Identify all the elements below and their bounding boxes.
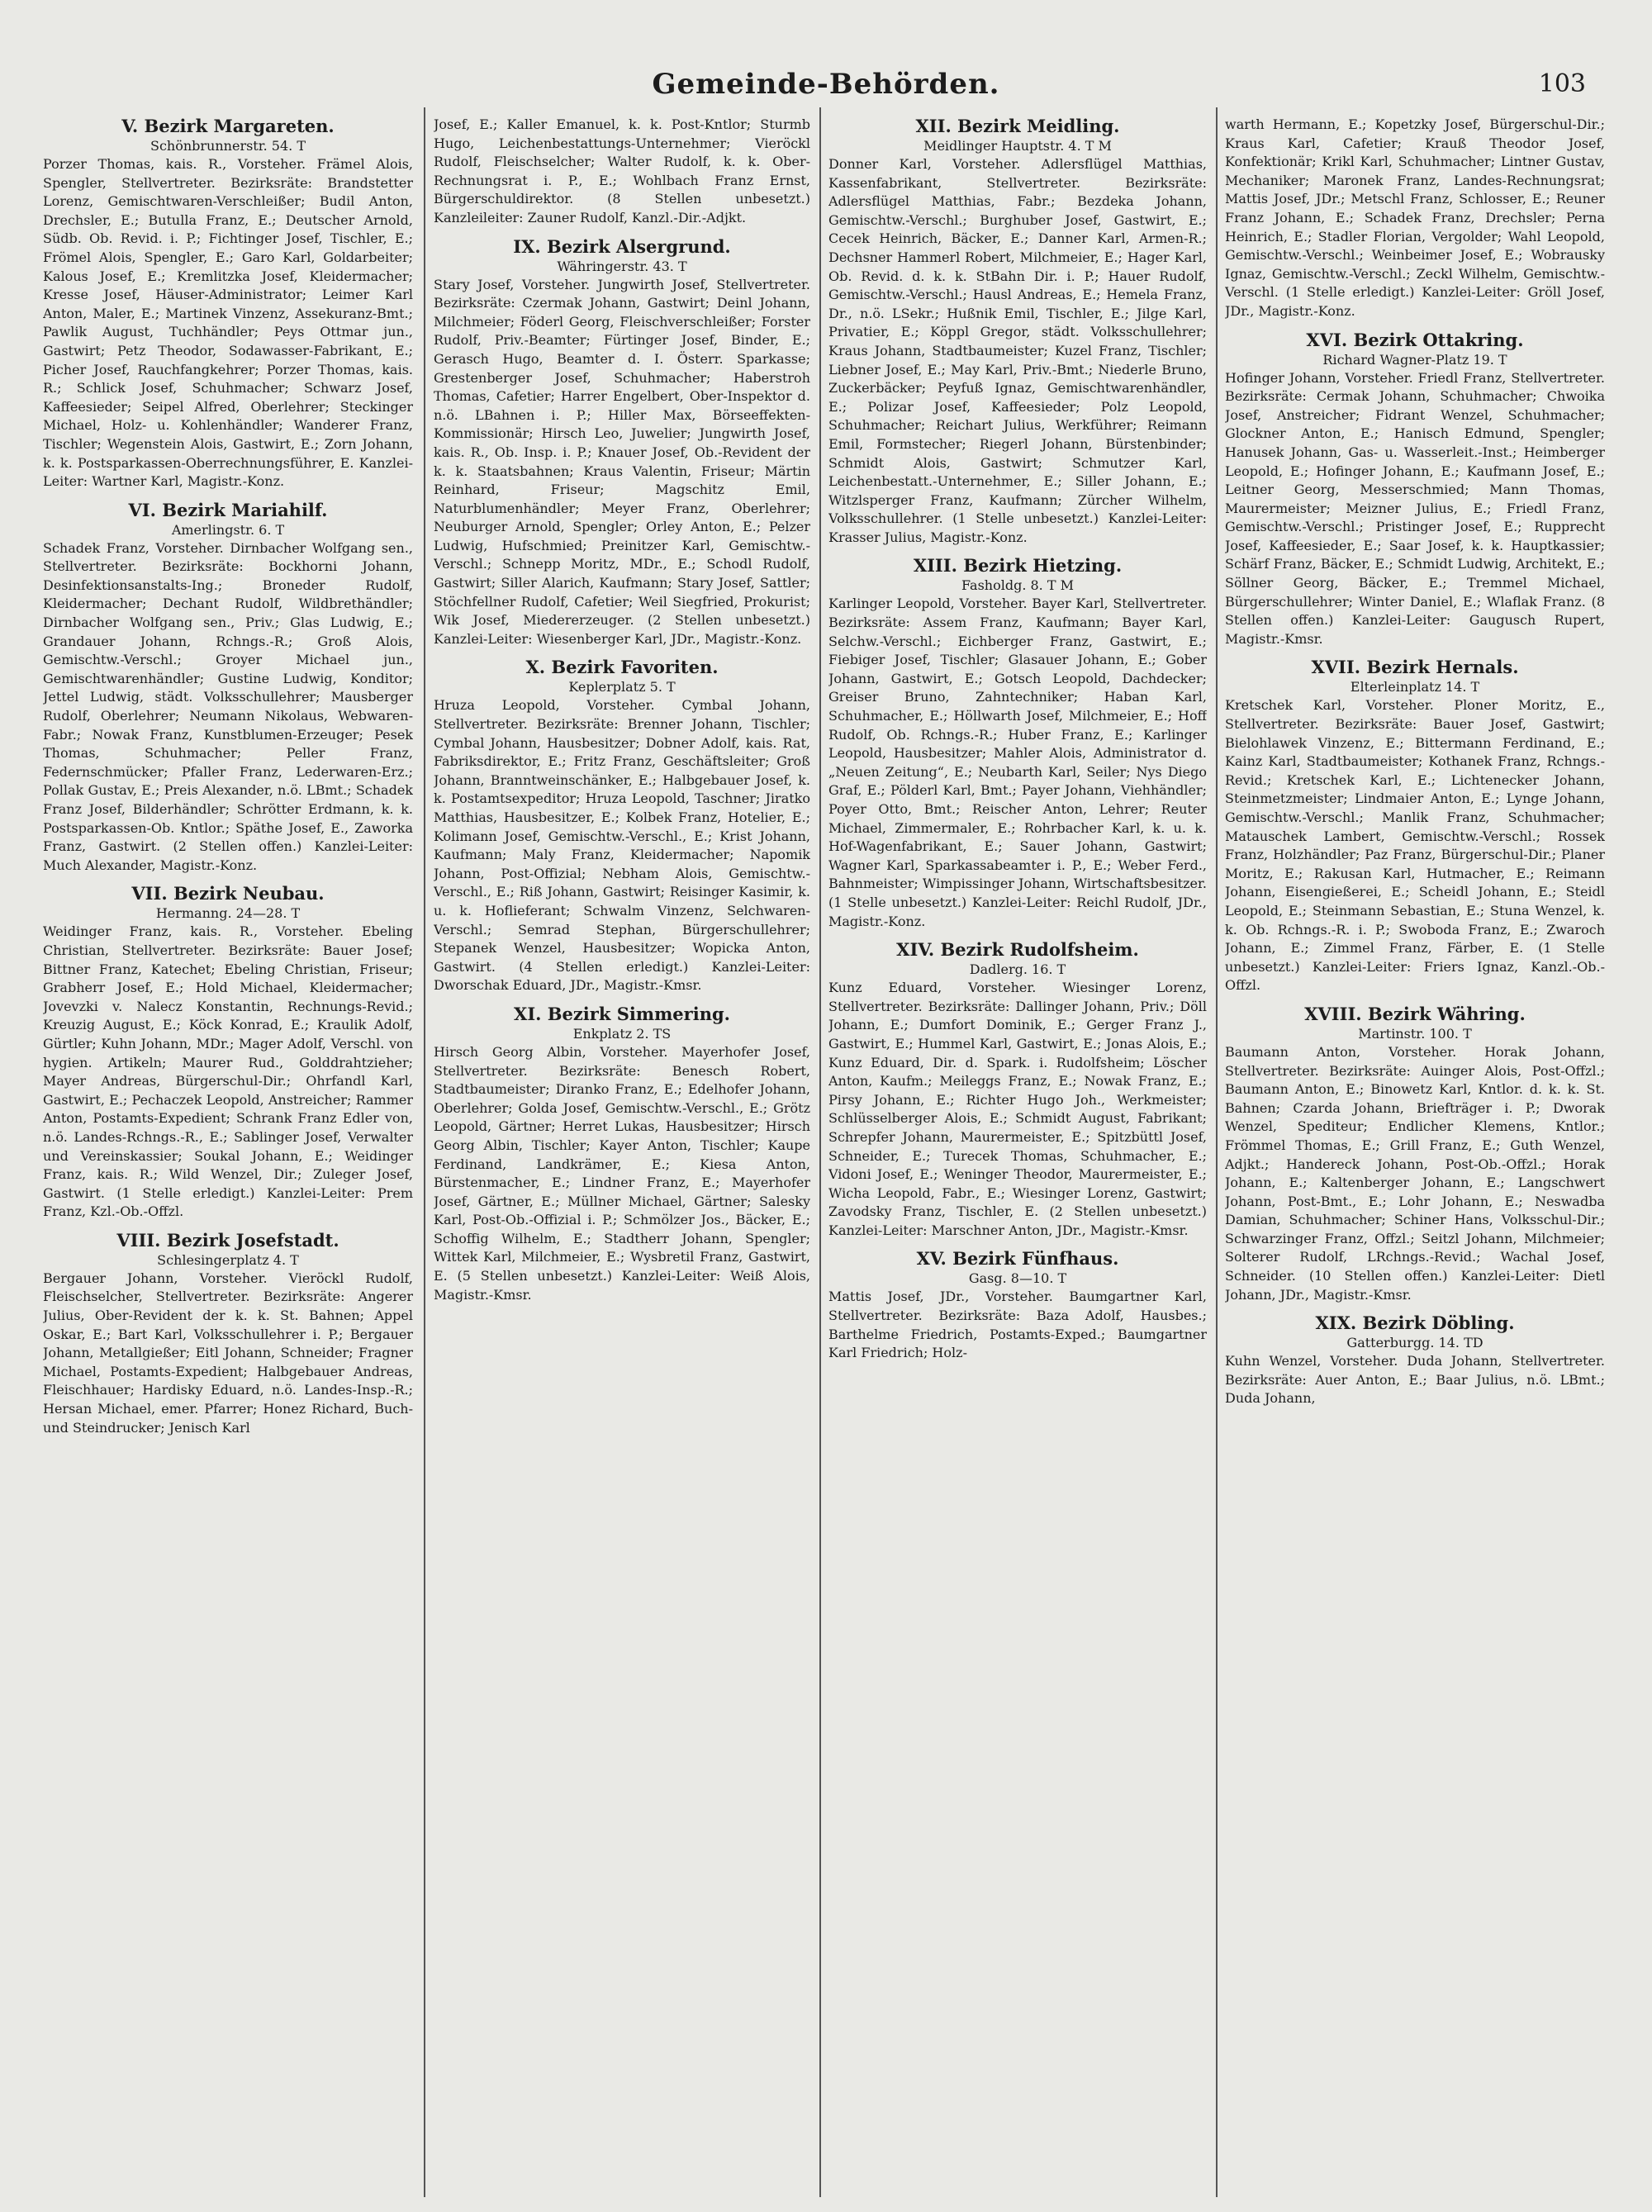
district-entry [828, 555, 1207, 931]
district-address: Schönbrunnerstr. 54. T [150, 138, 306, 154]
text-column-4 [1225, 116, 1605, 2189]
district-address: Martinstr. 100. T [1358, 1025, 1472, 1042]
district-body: Bergauer Johann, Vorsteher. Vieröckl Rudolf, Fleischselcher, Stellvertreter. Bezirksräte: Angerer Julius, Ober-Revident der k. k. St. Bahnen; Appel Oskar, E.; Bart Karl, Volksschullehrer i. P.; Bergauer Johann, Metallgießer; Eitl Johann, Schneider; Fragner Michael, Postamts-Expedient; Halbgebauer Andreas, Fleischhauer; Hardisky Eduard, n.ö. Landes-Insp.-R.; Hersan Michael, emer. Pfarrer; Honez Richard, Buch- und Steindrucker; Jenisch Karl [43, 1270, 413, 1436]
district-body: Schadek Franz, Vorsteher. Dirnbacher Wolfgang sen., Stellvertreter. Bezirksräte: Bockhorni Johann, Desinfektionsanstalts-Ing.; Broneder Rudolf, Kleidermacher; Dechant Rudolf, Wildbrethändler; Dirnbacher Wolfgang sen., Priv.; Glas Ludwig, E.; Grandauer Johann, Rchngs.-R.; Groß Alois, Gemischtw.-Verschl.; Groyer Michael jun., Gemischtwarenhändler; Gustine Ludwig, Konditor; Jettel Ludwig, städt. Volksschullehrer; Mausberger Rudolf, Oberlehrer; Neumann Nikolaus, Webwaren-Fabr.; Nowak Franz, Kunstblumen-Erzeuger; Pesek Thomas, Schuhmacher; Peller Franz, Federnschmücker; Pfaller Franz, Lederwaren-Erz.; Pollak Gustav, E.; Preis Alexander, n.ö. LBmt.; Schadek Franz Josef, Bilderhändler; Schrötter Erdmann, k. k. Postsparkassen-Ob. Kntlor.; Späthe Josef, E., Zaworka Franz, Gastwirt. (2 Stellen offen.) Kanzlei-Leiter: Much Alexander, Magistr.-Konz. [43, 539, 413, 873]
district-title: V. Bezirk Margareten. [121, 116, 335, 136]
district-body: Kuhn Wenzel, Vorsteher. Duda Johann, Stellvertreter. Bezirksräte: Auer Anton, E.; Baar Julius, n.ö. LBmt.; Duda Johann, [1225, 1353, 1605, 1407]
district-body: Baumann Anton, Vorsteher. Horak Johann, Stellvertreter. Bezirksräte: Auinger Alois, Post-Offzl.; Baumann Anton, E.; Binowetz Karl, Kntlor. d. k. k. St. Bahnen; Czarda Johann, Briefträger i. P.; Dworak Wenzel, Spediteur; Endlicher Klemens, Kntlor.; Frömmel Thomas, E.; Grill Franz, E.; Guth Wenzel, Adjkt.; Handereck Johann, Post-Ob.-Offzl.; Horak Johann, E.; Kaltenberger Johann, E.; Langschwert Johann, Post-Bmt., E.; Lohr Johann, E.; Neswadba Damian, Schuhmacher; Schiner Hans, Volksschul-Dir.; Schwarzinger Franz, Offzl.; Seitzl Johann, Milchmeier; Solterer Rudolf, LRchngs.-Revid.; Wachal Josef, Schneider. (10 Stellen offen.) Kanzlei-Leiter: Dietl Johann, JDr., Magistr.-Kmsr. [1225, 1043, 1605, 1303]
district-title: VI. Bezirk Mariahilf. [128, 499, 328, 520]
district-title: XIV. Bezirk Rudolfsheim. [896, 939, 1139, 961]
district-address: Fasholdg. 8. T M [961, 577, 1074, 594]
column-rule [1216, 107, 1218, 2197]
district-entry [43, 883, 413, 1222]
district-entry [43, 500, 413, 876]
text-column-3 [828, 116, 1207, 2189]
district-entry [1225, 330, 1605, 649]
district-address: Amerlingstr. 6. T [171, 521, 285, 538]
district-address: Hermanng. 24—28. T [155, 905, 301, 922]
text-column-1 [43, 116, 413, 2189]
district-title: XII. Bezirk Meidling. [915, 116, 1120, 136]
district-body: Hruza Leopold, Vorsteher. Cymbal Johann, Stellvertreter. Bezirksräte: Brenner Johann, Tischler; Cymbal Johann, Hausbesitzer; Dobner Adolf, kais. Rat, Fabriksdirektor, E.; Fritz Franz, Geschäftsleiter; Groß Johann, Branntweinschänker, E.; Halbgebauer Josef, k. k. Postamtsexpeditor; Hruza Leopold, Taschner; Jiratko Matthias, Hausbesitzer, E.; Kolbek Franz, Hotelier, E.; Kolimann Josef, Gemischtw.-Verschl., E.; Krist Johann, Kaufmann; Maly Franz, Kleidermacher; Napomik Johann, Post-Offizial; Nebham Alois, Gemischtw.-Verschl., E.; Riß Johann, Gastwirt; Reisinger Kasimir, k. u. k. Hoflieferant; Schwalm Vinzenz, Selchwaren-Verschl.; Semrad Stephan, Bürgerschullehrer; Stepanek Wenzel, Hausbesitzer; Wopicka Anton, Gastwirt. (4 Stellen erledigt.) Kanzlei-Leiter: Dworschak Eduard, JDr., Magistr.-Kmsr. [434, 697, 810, 994]
district-entry [1225, 657, 1605, 995]
district-body: Josef, E.; Kaller Emanuel, k. k. Post-Kntlor; Sturmb Hugo, Leichenbestattungs-Unternehmer; Vieröckl Rudolf, Fleischselcher; Walter Rudolf, k. k. Ober-Rechnungsrat i. P., E.; Wohlbach Franz Ernst, Bürgerschuldirektor. (8 Stellen unbesetzt.) Kanzleileiter: Zauner Rudolf, Kanzl.-Dir.-Adjkt. [434, 116, 810, 225]
district-body: Porzer Thomas, kais. R., Vorsteher. Främel Alois, Spengler, Stellvertreter. Bezirksräte: Brandstetter Lorenz, Gemischtwaren-Verschleißer; Budil Anton, Drechsler, E.; Butulla Franz, E.; Deutscher Arnold, Südb. Ob. Revid. i. P.; Fichtinger Josef, Tischler, E.; Frömel Alois, Spengler, E.; Garo Karl, Goldarbeiter; Kalous Josef, E.; Kremlitzka Josef, Kleidermacher; Kresse Josef, Häuser-Administrator; Leimer Karl Anton, Maler, E.; Martinek Vinzenz, Assekuranz-Bmt.; Pawlik August, Tuchhändler; Peys Ottmar jun., Gastwirt; Petz Theodor, Sodawasser-Fabrikant, E.; Picher Josef, Rauchfangkehrer; Porzer Thomas, kais. R.; Schlick Josef, Schuhmacher; Schwarz Josef, Kaffeesieder; Seipel Alfred, Oberlehrer; Steckinger Michael, Holz- u. Kohlenhändler; Wanderer Franz, Tischler; Wegenstein Alois, Gastwirt, E.; Zorn Johann, k. k. Postsparkassen-Oberrechnungsführer, E. Kanzlei-Leiter: Wartner Karl, Magistr.-Konz. [43, 156, 413, 490]
district-entry [434, 236, 810, 649]
district-address: Elterleinplatz 14. T [1350, 679, 1480, 695]
column-rule [424, 107, 425, 2197]
district-body: Stary Josef, Vorsteher. Jungwirth Josef, Stellvertreter. Bezirksräte: Czermak Johann, Gastwirt; Deinl Johann, Milchmeier; Föderl Georg, Fleischverschleißer; Forster Rudolf, Priv.-Beamter; Fürtinger Josef, Binder, E.; Gerasch Hugo, Beamter d. I. Österr. Sparkasse; Grestenberger Josef, Schuhmacher; Haberstroh Thomas, Cafetier; Harrer Engelbert, Ober-Inspektor d. n.ö. LBahnen i. P.; Hiller Max, Börseeffekten-Kommissionär; Hirsch Leo, Juwelier; Jungwirth Josef, kais. R., Ob. Insp. i. P.; Knauer Josef, Ob.-Revident der k. k. Staatsbahnen; Kraus Valentin, Friseur; Märtin Reinhard, Friseur; Magschitz Emil, Naturblumenhändler; Meyer Franz, Oberlehrer; Neuburger Arnold, Spengler; Orley Anton, E.; Pelzer Ludwig, Hufschmied; Preinitzer Karl, Gemischtw.-Verschl.; Schnepp Moritz, MDr., E.; Schodl Rudolf, Gastwirt; Siller Alarich, Kaufmann; Stary Josef, Sattler; Stöchfellner Rudolf, Cafetier; Weil Siegfried, Prokurist; Wik Josef, Miedererzeuger. (2 Stellen unbesetzt.) Kanzlei-Leiter: Wiesenberger Karl, JDr., Magistr.-Konz. [434, 276, 810, 647]
district-title: XIX. Bezirk Döbling. [1315, 1312, 1515, 1334]
page-number: 103 [1538, 69, 1586, 98]
district-entry [434, 657, 810, 995]
district-body: Hofinger Johann, Vorsteher. Friedl Franz, Stellvertreter. Bezirksräte: Cermak Johann, Schuhmacher; Chwoika Josef, Anstreicher; Fidrant Wenzel, Schuhmacher; Glockner Anton, E.; Hanisch Edmund, Spengler; Hanusek Johann, Gas- u. Wasserleit.-Inst.; Heimberger Leopold, E.; Hofinger Johann, E.; Kaufmann Josef, E.; Leitner Georg, Messerschmied; Mann Thomas, Maurermeister; Meizner Julius, E.; Friedl Franz, Gemischtw.-Verschl.; Pristinger Josef, E.; Rupprecht Josef, Kaffeesieder, E.; Saar Josef, k. k. Hauptkassier; Schärf Franz, Bäcker, E.; Schmidt Ludwig, Architekt, E.; Söllner Georg, Bäcker, E.; Tremmel Michael, Bürgerschullehrer; Winter Daniel, E.; Wlaflak Franz. (8 Stellen offen.) Kanzlei-Leiter: Gaugusch Rupert, Magistr.-Kmsr. [1225, 369, 1605, 647]
district-entry [434, 116, 810, 228]
district-entry [434, 1004, 810, 1304]
district-body: Kretschek Karl, Vorsteher. Ploner Moritz, E., Stellvertreter. Bezirksräte: Bauer Josef, Gastwirt; Bielohlawek Vinzenz, E.; Bittermann Ferdinand, E.; Kainz Karl, Stadtbaumeister; Kothanek Franz, Rchngs.-Revid.; Kretschek Karl, E.; Lichtenecker Johann, Steinmetzmeister; Lindmaier Anton, E.; Lynge Johann, Gemischtw.-Verschl.; Manlik Franz, Schuhmacher; Matauschek Lambert, Gemischtw.-Verschl.; Rossek Franz, Holzhändler; Paz Franz, Bürgerschul-Dir.; Planer Moritz, E.; Rakusan Karl, Hutmacher, E.; Reimann Johann, Eisengießerei, E.; Scheidl Johann, E.; Steidl Leopold, E.; Steinmann Sebastian, E.; Stuna Wenzel, k. k. Ob. Rchngs.-R. i. P.; Swoboda Franz, E.; Zwaroch Johann, E.; Zimmel Franz, Färber, E. (1 Stelle unbesetzt.) Kanzlei-Leiter: Friers Ignaz, Kanzl.-Ob.-Offzl. [1225, 697, 1605, 994]
district-title: XVII. Bezirk Hernals. [1311, 657, 1519, 678]
district-body: Karlinger Leopold, Vorsteher. Bayer Karl, Stellvertreter. Bezirksräte: Assem Franz, Kaufmann; Bayer Karl, Selchw.-Verschl.; Eichberger Franz, Gastwirt, E.; Fiebiger Josef, Tischler; Glasauer Johann, E.; Gober Johann, Gastwirt, E.; Gotsch Leopold, Dachdecker; Greiser Bruno, Zahntechniker; Haban Karl, Schuhmacher, E.; Höllwarth Josef, Milchmeier, E.; Hoff Rudolf, Ob. Rchngs.-R.; Huber Franz, E.; Karlinger Leopold, Hausbesitzer; Mahler Alois, Administrator d. „Neuen Zeitung“, E.; Neubarth Karl, Seiler; Nys Diego Graf, E.; Pölderl Karl, Bmt.; Payer Johann, Viehhändler; Poyer Otto, Bmt.; Reischer Anton, Lehrer; Reuter Michael, Zimmermaler, E.; Rohrbacher Karl, k. u. k. Hof-Wagenfabrikant, E.; Sauer Johann, Gastwirt; Wagner Karl, Sparkassabeamter i. P., E.; Weber Ferd., Bahnmeister; Wimpissinger Johann, Wirtschaftsbesitzer. (1 Stelle unbesetzt.) Kanzlei-Leiter: Reichl Rudolf, JDr., Magistr.-Konz. [828, 596, 1207, 929]
district-entry [1225, 1312, 1605, 1408]
district-entry [43, 116, 413, 491]
district-entry [43, 1230, 413, 1437]
district-address: Richard Wagner-Platz 19. T [1322, 351, 1507, 368]
text-column-2 [434, 116, 810, 2189]
district-body: Mattis Josef, JDr., Vorsteher. Baumgartner Karl, Stellvertreter. Bezirksräte: Baza Adolf, Hausbes.; Barthelme Friedrich, Postamts-Exped.; Baumgartner Karl Friedrich; Holz- [828, 1289, 1207, 1361]
district-address: Gasg. 8—10. T [968, 1270, 1067, 1287]
district-entry [1225, 116, 1605, 321]
district-address: Enkplatz 2. TS [572, 1025, 672, 1042]
district-entry [828, 1248, 1207, 1362]
district-address: Meidlinger Hauptstr. 4. T M [923, 138, 1112, 154]
page-title: Gemeinde-Behörden. [652, 68, 1000, 101]
district-body: Hirsch Georg Albin, Vorsteher. Mayerhofer Josef, Stellvertreter. Bezirksräte: Benesch Robert, Stadtbaumeister; Diranko Franz, E.; Edelhofer Johann, Oberlehrer; Golda Josef, Gemischtw.-Verschl., E.; Grötz Leopold, Gärtner; Herret Lukas, Hausbesitzer; Hirsch Georg Albin, Tischler; Kayer Anton, Tischler; Kaupe Ferdinand, Landkrämer, E.; Kiesa Anton, Bürstenmacher, E.; Lindner Franz, E.; Mayerhofer Josef, Gärtner, E.; Müllner Michael, Gärtner; Salesky Karl, Post-Ob.-Offizial i. P.; Schmölzer Jos., Bäcker, E.; Schoffig Wilhelm, E.; Stadtherr Johann, Spengler; Wittek Karl, Milchmeier, E.; Wysbretil Franz, Gastwirt, E. (5 Stellen unbesetzt.) Kanzlei-Leiter: Weiß Alois, Magistr.-Kmsr. [434, 1043, 810, 1303]
district-address: Keplerplatz 5. T [568, 679, 676, 695]
district-title: VII. Bezirk Neubau. [131, 883, 325, 904]
district-body: Kunz Eduard, Vorsteher. Wiesinger Lorenz, Stellvertreter. Bezirksräte: Dallinger Johann, Priv.; Döll Johann, E.; Dumfort Dominik, E.; Gerger Franz J., Gastwirt, E.; Hummel Karl, Gastwirt, E.; Jonas Alois, E.; Kunz Eduard, Dir. d. Spark. i. Rudolfsheim; Löscher Anton, Kaufm.; Meileggs Franz, E.; Nowak Franz, E.; Pirsy Johann, E.; Richter Hugo Joh., Werkmeister; Schlüsselberger Alois, E.; Schmidt August, Fabrikant; Schrepfer Johann, Maurermeister, E.; Spitzbüttl Josef, Schneider, E.; Turecek Thomas, Schuhmacher, E.; Vidoni Josef, E.; Weninger Theodor, Maurermeister, E.; Wicha Leopold, Fabr., E.; Wiesinger Lorenz, Gastwirt; Zavodsky Franz, Tischler, E. (2 Stellen unbesetzt.) Kanzlei-Leiter: Marschner Anton, JDr., Magistr.-Kmsr. [828, 980, 1207, 1238]
district-title: VIII. Bezirk Josefstadt. [116, 1229, 339, 1251]
district-address: Gatterburgg. 14. TD [1346, 1335, 1483, 1351]
district-entry [1225, 1004, 1605, 1304]
district-address: Dadlerg. 16. T [969, 961, 1066, 978]
district-body: Weidinger Franz, kais. R., Vorsteher. Ebeling Christian, Stellvertreter. Bezirksräte: Bauer Josef; Bittner Franz, Katechet; Ebeling Christian, Friseur; Grabherr Josef, E.; Hold Michael, Kleidermacher; Jovevzki v. Nalecz Konstantin, Rechnungs-Revid.; Kreuzig August, E.; Köck Konrad, E.; Kraulik Adolf, Gürtler; Kuhn Johann, MDr.; Mager Adolf, Verschl. von hygien. Artikeln; Maurer Rud., Golddrahtzieher; Mayer Andreas, Bürgerschul-Dir.; Ohrfandl Karl, Gastwirt, E.; Pechaczek Leopold, Anstreicher; Rammer Anton, Postamts-Expedient; Schrank Franz Edler von, n.ö. Landes-Rchngs.-R., E.; Sablinger Josef, Verwalter und Vereinskassier; Soukal Johann, E.; Weidinger Franz, kais. R.; Wild Wenzel, Dir.; Zuleger Josef, Gastwirt. (1 Stelle erledigt.) Kanzlei-Leiter: Prem Franz, Kzl.-Ob.-Offzl. [43, 923, 413, 1220]
district-address: Währingerstr. 43. T [557, 258, 687, 274]
district-title: XVIII. Bezirk Währing. [1304, 1003, 1526, 1024]
district-title: XI. Bezirk Simmering. [514, 1003, 730, 1024]
district-title: XVI. Bezirk Ottakring. [1306, 329, 1524, 350]
district-title: X. Bezirk Favoriten. [525, 657, 719, 678]
district-title: XV. Bezirk Fünfhaus. [916, 1248, 1119, 1270]
district-body: warth Hermann, E.; Kopetzky Josef, Bürgerschul-Dir.; Kraus Karl, Cafetier; Krauß Theodor Josef, Konfektionär; Krikl Karl, Schuhmacher; Lintner Gustav, Mechaniker; Maronek Franz, Landes-Rechnungsrat; Mattis Josef, JDr.; Metschl Franz, Schlosser, E.; Reuner Franz Johann, E.; Schadek Franz, Drechsler; Perna Heinrich, E.; Stadler Florian, Vergolder; Wahl Leopold, Gemischtw.-Verschl.; Weinbeimer Josef, E.; Wobrausky Ignaz, Gemischtw.-Verschl.; Zeckl Wilhelm, Gemischtw.-Verschl. (1 Stelle erledigt.) Kanzlei-Leiter: Gröll Josef, JDr., Magistr.-Konz. [1225, 116, 1605, 319]
district-entry [828, 116, 1207, 547]
district-title: XIII. Bezirk Hietzing. [913, 555, 1123, 577]
column-rule [819, 107, 821, 2197]
district-body: Donner Karl, Vorsteher. Adlersflügel Matthias, Kassenfabrikant, Stellvertreter. Bezirksräte: Adlersflügel Matthias, Fabr.; Bezdeka Johann, Gemischtw.-Verschl.; Burghuber Josef, Gastwirt, E.; Cecek Heinrich, Bäcker, E.; Danner Karl, Armen-R.; Dechsner Hammerl Robert, Milchmeier, E.; Hager Karl, Ob. Revid. d. k. k. StBahn Dir. i. P.; Hauer Rudolf, Gemischtw.-Verschl.; Hausl Andreas, E.; Hemela Franz, Dr., n.ö. LSekr.; Hußnik Emil, Tischler, E.; Jilge Karl, Privatier, E.; Köppl Gregor, städt. Volksschullehrer; Kraus Johann, Stadtbaumeister; Kuzel Franz, Tischler; Liebner Josef, E.; May Karl, Priv.-Bmt.; Niederle Bruno, Zuckerbäcker; Peyfuß Ignaz, Gemischtwarenhändler, E.; Polizar Josef, Kaffeesieder; Polz Leopold, Schuhmacher; Reichart Julius, Werkführer; Reimann Emil, Formstecher; Riegerl Johann, Bürstenbinder; Schmidt Alois, Gastwirt; Schmutzer Karl, Leichenbestatt.-Unternehmer, E.; Siller Johann, E.; Witzlsperger Franz, Kaufmann; Zürcher Wilhelm, Volksschullehrer. (1 Stelle unbesetzt.) Kanzlei-Leiter: Krasser Julius, Magistr.-Konz. [828, 156, 1207, 545]
running-head [0, 68, 1652, 109]
district-address: Schlesingerplatz 4. T [157, 1251, 299, 1268]
district-title: IX. Bezirk Alsergrund. [513, 235, 731, 257]
district-entry [828, 939, 1207, 1240]
